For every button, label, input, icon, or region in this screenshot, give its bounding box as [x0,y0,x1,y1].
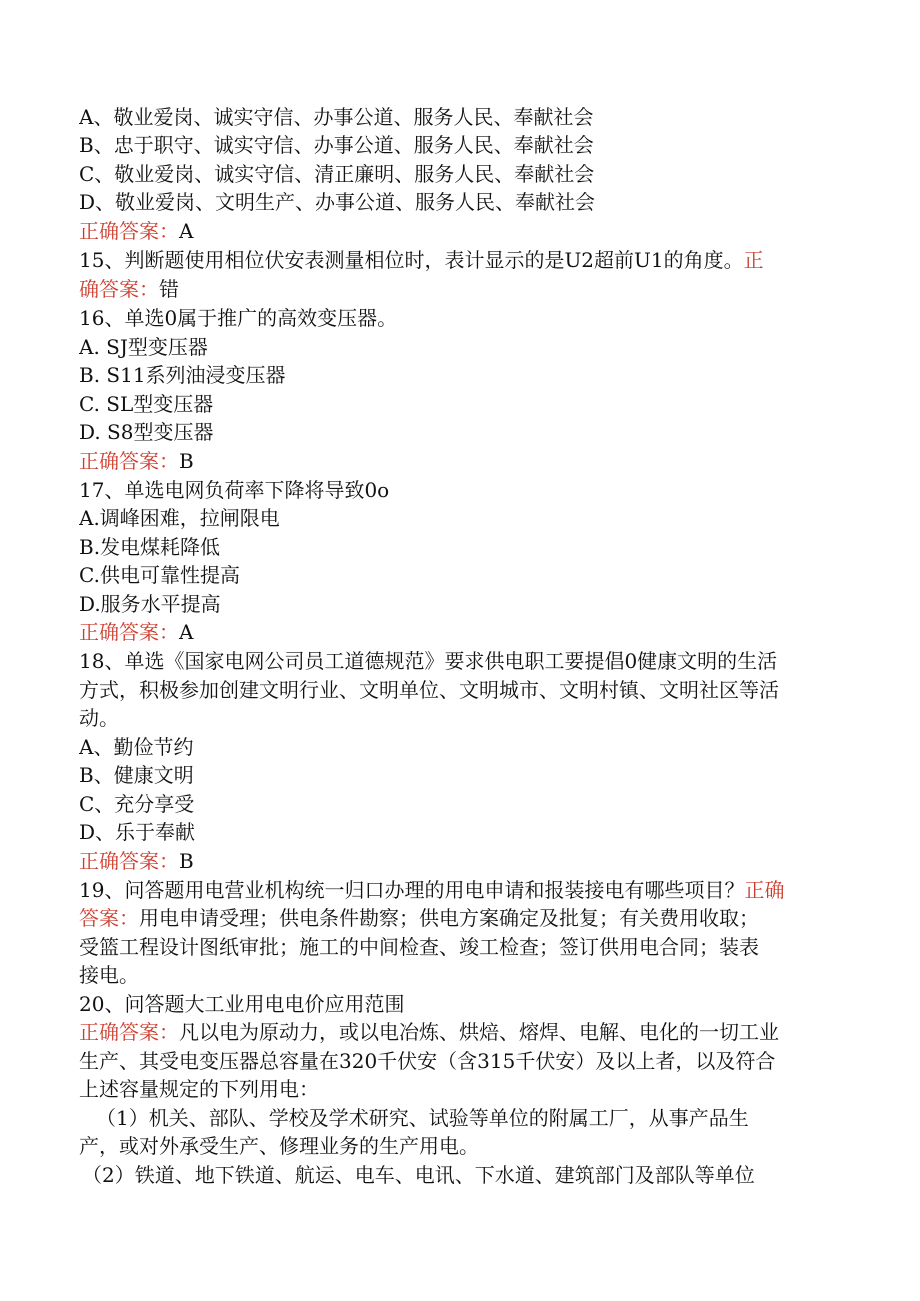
question-text: 19、问答题用电营业机构统一归口办理的用电申请和报装接电有哪些项目？ [79,878,745,902]
q17-question: 17、单选电网负荷率下降将导致0o [79,478,390,502]
q19-answer-line1 [79,904,839,932]
q16-question: 16、单选0属于推广的高效变压器。 [79,306,398,330]
answer-text: 凡以电为原动力，或以电冶炼、烘焙、熔焊、电解、电化的一切工业 [179,1020,779,1044]
q18-answer [79,847,839,875]
q14-option-b: B、忠于职守、诚实守信、办事公道、服务人民、奉献社会 [79,133,594,157]
answer-label: 正确答案： [79,449,179,473]
answer-label: 确答案： [79,277,159,301]
answer-label: 正确答案： [79,219,179,243]
q18-question-line1: 18、单选《国家电网公司员工道德规范》要求供电职工要提倡0健康文明的生活 [79,649,778,673]
q18-question-line2: 方式，积极参加创建文明行业、文明单位、文明城市、文明村镇、文明社区等活 [79,678,779,702]
q20-item1-line2: 产，或对外承受生产、修理业务的生产用电。 [79,1134,479,1158]
q18-option-a: A、勤俭节约 [79,735,194,759]
q18-question-line3: 动。 [79,706,119,730]
q14-option-c: C、敬业爱岗、诚实守信、清正廉明、服务人民、奉献社会 [79,162,595,186]
q17-option-c: C.供电可靠性提高 [79,563,240,587]
answer-label: 正确 [744,878,785,902]
q20-answer-line2: 生产、其受电变压器总容量在320千伏安（含315千伏安）及以上者，以及符合 [79,1049,776,1073]
q19-question-line1 [79,876,839,904]
answer-value: 错 [159,277,179,301]
q17-option-b: B.发电煤耗降低 [79,535,221,559]
q16-answer [79,447,839,475]
q18-option-b: B、健康文明 [79,763,194,787]
q15-answer [79,275,839,303]
answer-label: 正确答案： [79,1020,179,1044]
q16-option-a: A. SJ型变压器 [79,335,208,359]
q14-option-a: A、敬业爱岗、诚实守信、办事公道、服务人民、奉献社会 [79,105,594,129]
q17-option-a: A.调峰困难，拉闸限电 [79,506,280,530]
q19-answer-line2: 受篮工程设计图纸审批；施工的中间检查、竣工检查；签订供用电合同；装表 [79,935,759,959]
q20-answer-line1 [79,1018,839,1046]
q15-question [79,246,839,274]
answer-value: B [179,449,194,473]
q20-question: 20、问答题大工业用电电价应用范围 [79,992,405,1016]
q16-option-c: C. SL型变压器 [79,392,214,416]
answer-value: B [179,849,194,873]
question-text: 15、判断题使用相位伏安表测量相位时，表计显示的是U2超前U1的角度。 [79,248,744,272]
answer-label: 正确答案： [79,849,179,873]
q18-option-c: C、充分享受 [79,792,195,816]
q16-option-b: B. S11系列油浸变压器 [79,363,286,387]
answer-label: 正 [743,248,764,272]
answer-label: 正确答案： [79,620,179,644]
q19-answer-line3: 接电。 [79,963,139,987]
q14-answer [79,217,839,245]
q16-option-d: D. S8型变压器 [79,420,214,444]
q20-item2-line1: （2）铁道、地下铁道、航运、电车、电讯、下水道、建筑部门及部队等单位 [82,1163,755,1187]
answer-value: A [179,620,194,644]
answer-label: 答案： [79,906,139,930]
q17-answer [79,618,839,646]
answer-value: A [179,219,194,243]
q17-option-d: D.服务水平提高 [79,592,221,616]
q14-option-d: D、敬业爱岗、文明生产、办事公道、服务人民、奉献社会 [79,190,596,214]
q18-option-d: D、乐于奉献 [79,820,196,844]
q20-answer-line3: 上述容量规定的下列用电： [79,1077,319,1101]
q20-item1-line1: （1）机关、部队、学校及学术研究、试验等单位的附属工厂，从事产品生 [96,1106,749,1130]
answer-text: 用电申请受理；供电条件勘察；供电方案确定及批复；有关费用收取； [139,906,759,930]
